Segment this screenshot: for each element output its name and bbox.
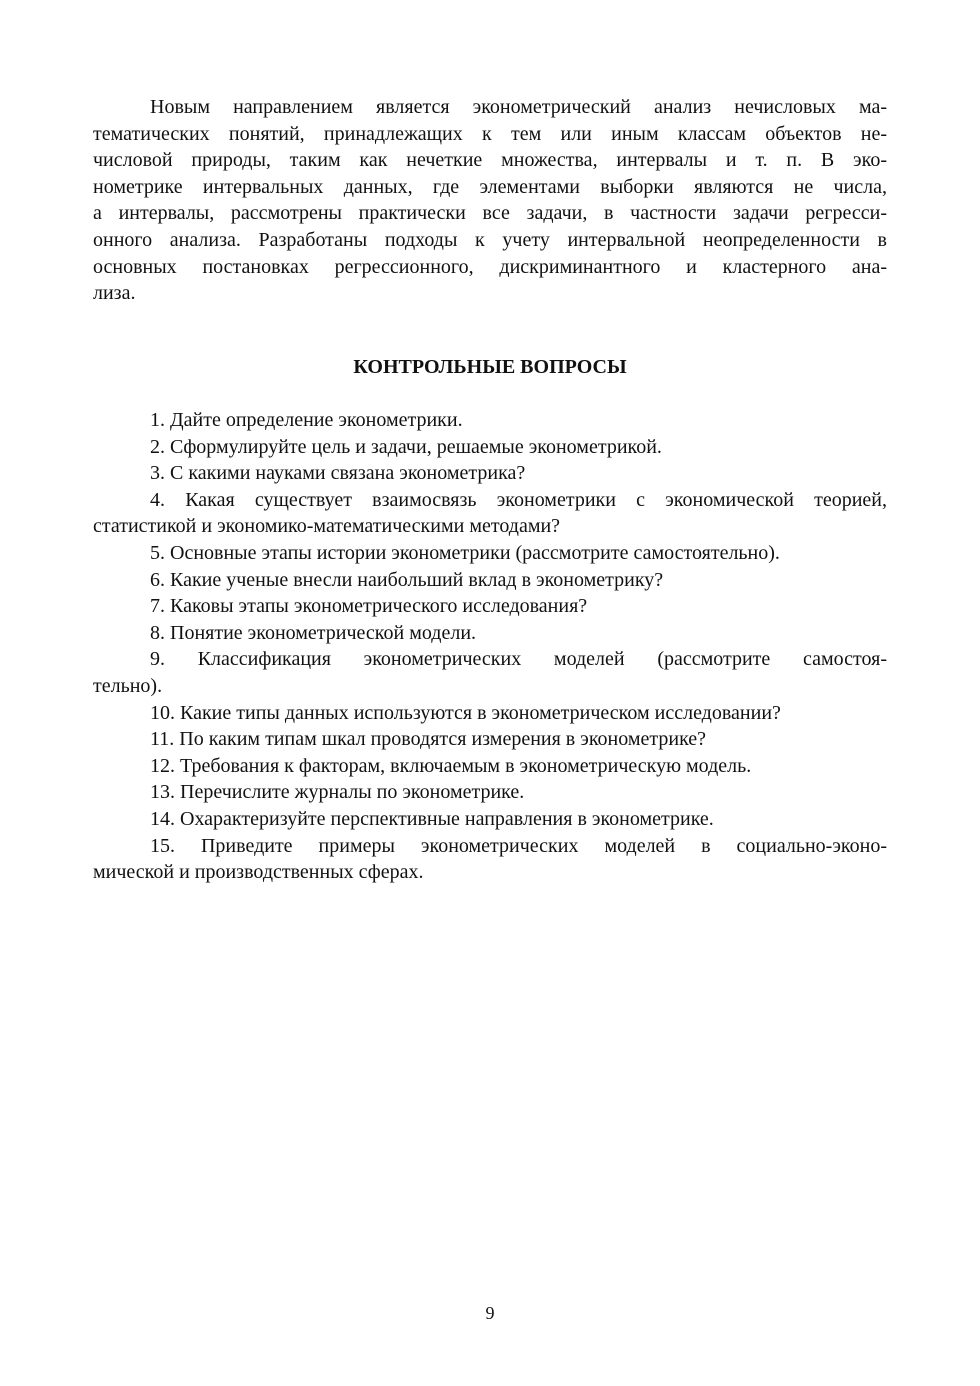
question-item — [93, 753, 887, 780]
question-item — [93, 434, 887, 461]
question-item — [93, 540, 887, 567]
question-line: 8. Понятие эконометрической модели. — [150, 621, 477, 644]
question-item — [93, 407, 887, 434]
paragraph-line: а интервалы, рассмотрены практически все задачи, в частности задачи регресси- — [93, 202, 887, 225]
question-item — [93, 487, 887, 540]
question-item — [93, 700, 887, 727]
question-item — [93, 460, 887, 487]
question-line: мической и производственных сферах. — [93, 861, 424, 884]
question-item — [93, 593, 887, 620]
page-number: 9 — [485, 1303, 495, 1323]
question-line: 7. Каковы этапы эконометрического исследования? — [150, 595, 588, 618]
question-line: 15. Приведите примеры эконометрических моделей в социально-эконо- — [150, 834, 887, 857]
question-line: 4. Какая существует взаимосвязь эконометрики с экономической теорией, — [150, 488, 887, 511]
intro-paragraph — [93, 94, 887, 307]
question-item — [93, 779, 887, 806]
question-line: 6. Какие ученые внесли наибольший вклад в эконометрику? — [150, 568, 664, 591]
question-line: 9. Классификация эконометрических моделей (рассмотрите самостоя- — [150, 648, 887, 671]
question-item — [93, 620, 887, 647]
paragraph-line: числовой природы, таким как нечеткие множества, интервалы и т. п. В эко- — [93, 149, 887, 172]
question-line: 2. Сформулируйте цель и задачи, решаемые эконометрикой. — [150, 435, 662, 458]
question-line: 11. По каким типам шкал проводятся измерения в эконометрике? — [150, 728, 707, 751]
question-item — [93, 833, 887, 886]
question-item — [93, 567, 887, 594]
question-line: 1. Дайте определение эконометрики. — [150, 409, 463, 431]
question-item — [93, 726, 887, 753]
question-line: 13. Перечислите журналы по эконометрике. — [150, 781, 525, 804]
paragraph-line: онного анализа. Разработаны подходы к учету интервальной неопределенности в — [93, 228, 887, 251]
question-line: 12. Требования к факторам, включаемым в эконометрическую модель. — [150, 754, 752, 777]
question-line: 10. Какие типы данных используются в эконометрическом исследовании? — [150, 701, 781, 724]
question-line: 3. С какими науками связана эконометрика? — [150, 462, 526, 485]
question-line: 5. Основные этапы истории эконометрики (рассмотрите самостоятельно). — [150, 541, 780, 564]
question-item — [93, 806, 887, 833]
question-line: 14. Охарактеризуйте перспективные направления в эконометрике. — [150, 807, 714, 830]
paragraph-line: тематических понятий, принадлежащих к тем или иным классам объектов не- — [93, 122, 887, 145]
question-line: тельно). — [93, 674, 163, 697]
paragraph-line: лиза. — [93, 282, 136, 305]
paragraph-line: основных постановках регрессионного, дискриминантного и кластерного ана- — [93, 255, 887, 278]
question-item — [93, 646, 887, 699]
paragraph-line: нометрике интервальных данных, где элементами выборки являются не числа, — [93, 175, 887, 198]
question-line: статистикой и экономико-математическими методами? — [93, 515, 561, 538]
section-title: КОНТРОЛЬНЫЕ ВОПРОСЫ — [353, 356, 627, 378]
questions-list — [93, 407, 887, 886]
paragraph-line: Новым направлением является эконометрический анализ нечисловых ма- — [150, 96, 887, 118]
